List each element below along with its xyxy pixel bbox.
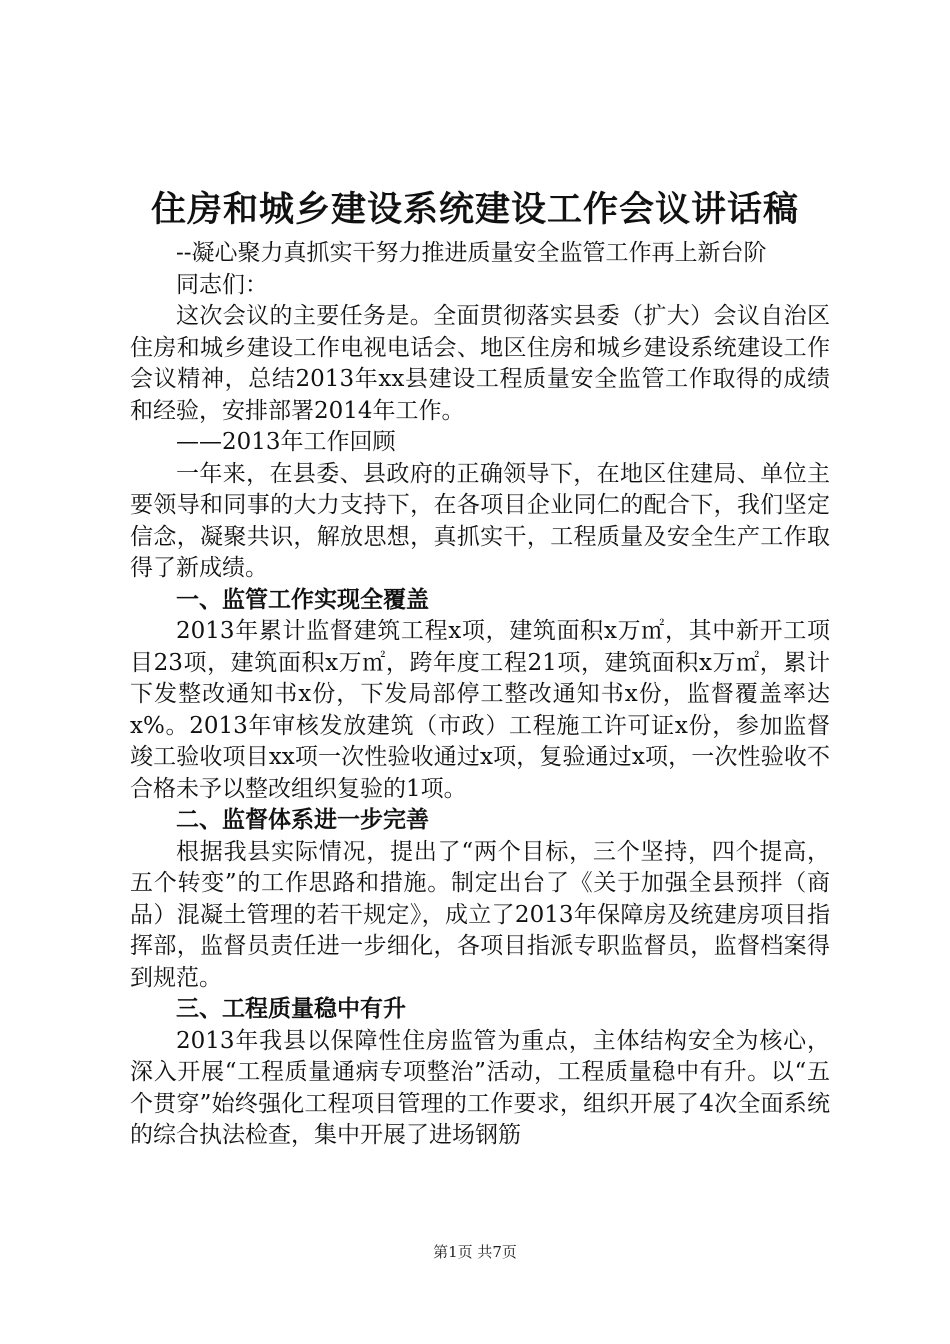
body-paragraph: 这次会议的主要任务是。全面贯彻落实县委（扩大）会议自治区住房和城乡建设工作电视电话会、地区住房和城乡建设系统建设工作会议精神，总结2013年xx县建设工程质量安全监管工作取得的成绩和经验，安排部署2014年工作。 (130, 303, 830, 424)
section-intro-paragraph: ——2013年工作回顾 (176, 429, 396, 455)
section-heading: 三、工程质量稳中有升 (176, 996, 406, 1022)
subtitle-paragraph: --凝心聚力真抓实干努力推进质量安全监管工作再上新台阶 (176, 240, 767, 266)
body-paragraph: 一年来，在县委、县政府的正确领导下，在地区住建局、单位主要领导和同事的大力支持下，在各项目企业同仁的配合下，我们坚定信念，凝聚共识，解放思想，真抓实干，工程质量及安全生产工作取得了新成绩。 (130, 460, 830, 581)
salutation-paragraph: 同志们： (176, 271, 268, 298)
body-paragraph: 根据我县实际情况，提出了“两个目标，三个坚持，四个提高，五个转变”的工作思路和措施。制定出台了《关于加强全县预拌（商品）混凝土管理的若干规定》，成立了2013年保障房及统建房项目指挥部，监督员责任进一步细化，各项目指派专职监督员，监督档案得到规范。 (130, 838, 830, 991)
section-heading: 二、监督体系进一步完善 (176, 807, 429, 833)
document-body (130, 238, 830, 1152)
page-number-footer: 第1页 共7页 (433, 1243, 517, 1261)
body-paragraph: 2013年我县以保障性住房监管为重点，主体结构安全为核心，深入开展“工程质量通病专项整治”活动，工程质量稳中有升。以“五个贯穿”始终强化工程项目管理的工作要求，组织开展了4次全面系统的综合执法检查，集中开展了进场钢筋 (130, 1027, 830, 1148)
body-paragraph: 2013年累计监督建筑工程x项，建筑面积x万㎡，其中新开工项目23项，建筑面积x万㎡，跨年度工程21项，建筑面积x万㎡，累计下发整改通知书x份，下发局部停工整改通知书x份，监督覆盖率达x%。2013年审核发放建筑（市政）工程施工许可证x份，参加监督竣工验收项目xx项一次性验收通过x项，复验通过x项，一次性验收不合格未予以整改组织复验的1项。 (130, 618, 830, 802)
section-heading: 一、监管工作实现全覆盖 (176, 586, 429, 613)
document-title: 住房和城乡建设系统建设工作会议讲话稿 (150, 190, 799, 230)
